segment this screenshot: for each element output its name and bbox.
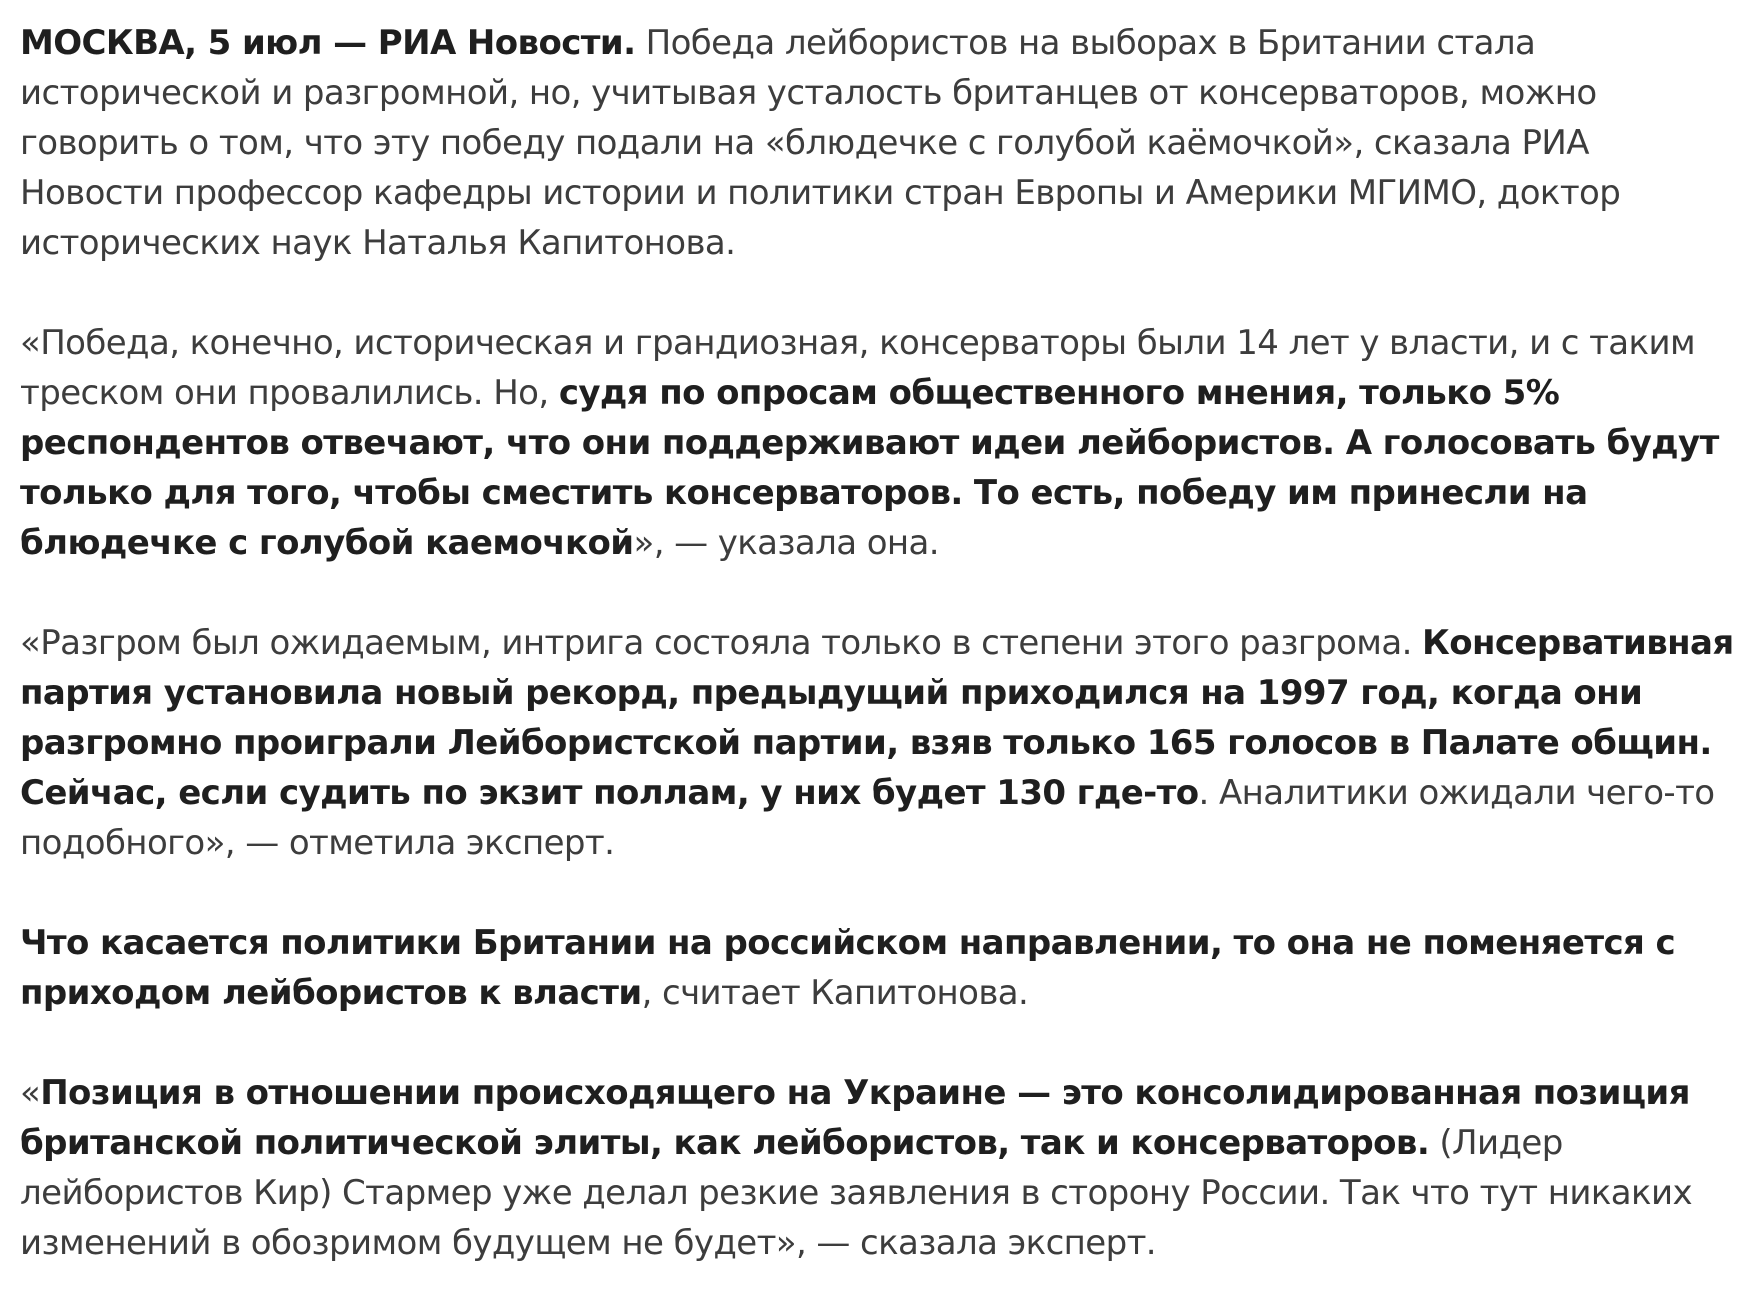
paragraph-bold-text: Позиция в отношении происходящего на Украине — это консолидированная позиция британской политической элиты, как лейбористов, так и консерваторов. — [20, 1073, 1690, 1163]
dateline: МОСКВА, 5 июл — РИА Новости. — [20, 23, 636, 63]
paragraph-quote-defeat — [20, 618, 1740, 868]
paragraph-quote-victory — [20, 318, 1740, 568]
paragraph-bold-text: Консервативная партия установила новый рекорд, предыдущий приходился на 1997 год, когда они разгромно проиграли Лейбористской партии, взяв только 165 голосов в Палате общин. Сейчас, если судить по экзит поллам, у них будет 130 где-то — [20, 623, 1734, 813]
paragraph-lead — [20, 18, 1740, 268]
paragraph-policy — [20, 918, 1740, 1018]
paragraph-text: », — указала она. — [633, 523, 939, 563]
paragraph-text: (Лидер лейбористов Кир) Стармер уже делал резкие заявления в сторону России. Так что тут никаких изменений в обозримом будущем не будет», — сказала эксперт. — [20, 1123, 1692, 1263]
paragraph-text: « — [20, 1073, 41, 1113]
paragraph-bold-text: Что касается политики Британии на российском направлении, то она не поменяется с приходом лейбористов к власти — [20, 923, 1676, 1013]
paragraph-text: «Разгром был ожидаемым, интрига состояла только в степени этого разгрома. — [20, 623, 1423, 663]
paragraph-text: Победа лейбористов на выборах в Британии стала исторической и разгромной, но, учитывая усталость британцев от консерваторов, можно говорить о том, что эту победу подали на «блюдечке с голубой каёмочкой», сказала РИА Новости профессор кафедры истории и политики стран Европы и Америки МГИМО, доктор исторических наук Наталья Капитонова. — [20, 23, 1621, 263]
paragraph-text: . Аналитики ожидали чего-то подобного», — отметила эксперт. — [20, 773, 1715, 863]
paragraph-text: «Победа, конечно, историческая и грандиозная, консерваторы были 14 лет у власти, и с таким треском они провалились. Но, — [20, 323, 1696, 413]
article-body — [20, 18, 1740, 1268]
paragraph-text: , считает Капитонова. — [641, 973, 1029, 1013]
paragraph-quote-ukraine — [20, 1068, 1740, 1268]
paragraph-bold-text: судя по опросам общественного мнения, только 5% респондентов отвечают, что они поддерживают идеи лейбористов. А голосовать будут только для того, чтобы сместить консерваторов. То есть, победу им принесли на блюдечке с голубой каемочкой — [20, 373, 1719, 563]
